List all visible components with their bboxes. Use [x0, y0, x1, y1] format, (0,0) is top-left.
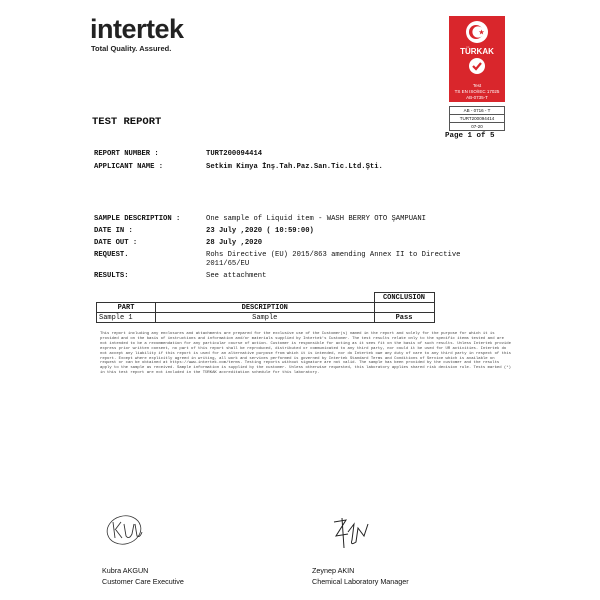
request-label: REQUEST.: [94, 251, 129, 259]
conclusion-cell: Pass: [374, 313, 434, 323]
signature-kubra: [104, 510, 148, 555]
accreditation-badge: [449, 16, 505, 131]
check-icon: [469, 58, 485, 74]
request-value-line2: 2011/65/EU: [206, 260, 250, 268]
logo-text: intertek: [90, 14, 184, 44]
part-header: PART: [97, 303, 156, 313]
badge-cell: AB - 0716 - T: [449, 106, 505, 115]
applicant-name-value: Setkim Kimya İnş.Tah.Paz.San.Tic.Ltd.Şti.: [206, 163, 383, 171]
disclaimer-text: This report including any enclosures and attachments are prepared for the exclusive use of the Customer(s) named in the report and solely for the purpose for which it is provided and on the basis of instructions and information and/or materials supplied by Intertek's Customer. The test results relate only to the specific items tested and are not intended to be a recommendation for any particular course of action. Customer is responsible for acting as it sees fit on the basis of such results. Unless Intertek provide express prior written consent, no part of this report shall be reproduced, distributed or communicated to any third party, nor could it be used for UR activities. Intertek do not accept any liability if this report is used for an alternative purpose from which it is intended, nor do Intertek owe any duty of care to any third party in respect of this report. Except where explicitly agreed in writing, all work and services performed is governed by Intertek Standard Terms and Conditions of Service which is available on request or can be obtained at https://www.intertek.com/terms. Testing reports without signature are not valid. The sample has been provided by the customer and the results apply to the sample as received. Sample information is supplied by the customer. Unless otherwise requested, this laboratory applies shared risk decision rule. Tests marked (*) in this test report are not included in the TÜRKAK accreditation schedule for this laboratory.: [100, 332, 511, 376]
signatory-1-name: Kubra AKGUN: [102, 566, 149, 575]
report-number-value: TURT200094414: [206, 150, 263, 158]
date-out-value: 28 July ,2020: [206, 239, 263, 247]
applicant-name-label: APPLICANT NAME :: [94, 163, 164, 171]
crescent-star-icon: [466, 21, 488, 43]
signatory-1-title: Customer Care Executive: [102, 577, 184, 586]
description-cell: Sample: [156, 313, 375, 323]
part-cell: Sample 1: [97, 313, 156, 323]
request-value-line1: Rohs Directive (EU) 2015/863 amending Annex II to Directive: [206, 251, 461, 259]
sample-description-label: SAMPLE DESCRIPTION :: [94, 215, 181, 223]
results-value: See attachment: [206, 272, 267, 280]
results-table: [96, 292, 435, 323]
conclusion-header-blank: [374, 303, 434, 313]
signatory-2-title: Chemical Laboratory Manager: [312, 577, 409, 586]
table-row: [97, 313, 435, 323]
signatory-2-name: Zeynep AKIN: [312, 566, 355, 575]
report-title: TEST REPORT: [92, 116, 162, 128]
signature-zeynep: [328, 514, 376, 557]
badge-accreditation-text: Test TS EN ISO/IEC 17025 AB-0735-T: [449, 82, 505, 102]
description-header: DESCRIPTION: [156, 303, 375, 313]
page-number: Page 1 of 5: [445, 132, 495, 140]
conclusion-header: CONCLUSION: [374, 293, 434, 303]
report-number-label: REPORT NUMBER :: [94, 150, 159, 158]
intertek-logo: [90, 14, 184, 45]
sample-description-value: One sample of Liquid item - WASH BERRY OTO ŞAMPUANI: [206, 215, 426, 223]
date-in-value: 23 July ,2020 ( 10:59:00): [206, 227, 314, 235]
badge-top: [449, 16, 505, 82]
badge-cell: 07-20: [449, 123, 505, 131]
badge-cell: TURT200094414: [449, 115, 505, 123]
date-out-label: DATE OUT :: [94, 239, 138, 247]
date-in-label: DATE IN :: [94, 227, 133, 235]
badge-name: TÜRKAK: [460, 47, 494, 56]
results-label: RESULTS:: [94, 272, 129, 280]
logo-tagline: Total Quality. Assured.: [91, 44, 172, 53]
